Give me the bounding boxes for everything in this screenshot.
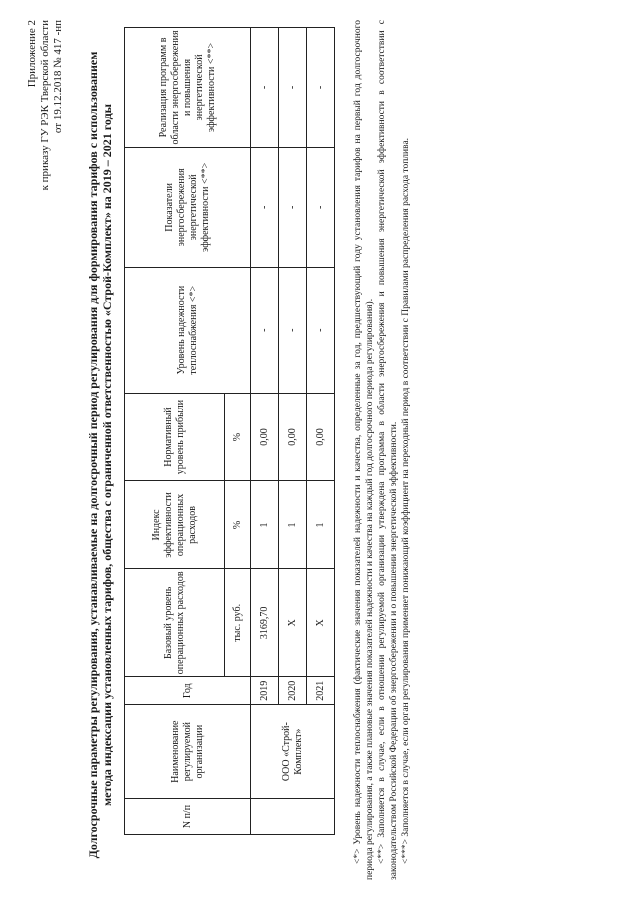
cell-profit: 0,00 [279,393,307,481]
header-num: N п/п [125,799,251,835]
header-base: Базовый уровень операционных расходов [125,569,225,677]
unit-profit: % [225,393,251,481]
header-org: Наименование регулируемой организации [125,705,251,799]
footnote: <***> Заполняется в случае, если орган регулирования применяет понижающий коэффициент на переходный период в соответствии с Правилами распределения расхода топлива. [401,137,411,864]
cell-org: ООО «Строй-Комплект» [251,705,335,799]
cell-program: - [307,28,335,148]
appendix-line: к приказу ГУ РЭК Тверской области [39,20,51,191]
header-energy: Показатели энергосбережения энергетической эффективности <**> [125,147,251,267]
cell-year: 2019 [251,677,279,705]
header-index: Индекс эффективности операционных расходов [125,481,225,569]
header-program: Реализация программ в области энергосбережения и повышения энергетической эффективности <**> [125,28,251,148]
cell-year: 2020 [279,677,307,705]
title-line: метода индексации установленных тарифов, общества с ограниченной ответственностью «Строй-Комплект» на 2019 – 2021 годы [100,103,114,807]
document-title [86,35,114,875]
appendix-line: Приложение 2 [26,20,38,88]
cell-profit: 0,00 [307,393,335,481]
cell-base: 3169,70 [251,569,279,677]
cell-energy: - [279,147,307,267]
appendix-block [26,20,65,320]
cell-reliability: - [251,267,279,393]
cell-reliability: - [307,267,335,393]
cell-index: 1 [279,481,307,569]
cell-index: 1 [251,481,279,569]
appendix-line: от 19.12.2018 № 417 -нп [52,20,64,134]
title-line: Долгосрочные параметры регулирования, устанавливаемые на долгосрочный период регулирования для формирования тарифов с использованием [86,51,100,859]
cell-profit: 0,00 [251,393,279,481]
table-row [251,28,279,835]
unit-base: тыс. руб. [225,569,251,677]
cell-num [251,799,335,835]
footnotes [352,20,412,880]
cell-energy: - [251,147,279,267]
cell-index: 1 [307,481,335,569]
cell-energy: - [307,147,335,267]
cell-program: - [279,28,307,148]
cell-program: - [251,28,279,148]
footnote: <**> Заполняется в случае, если в отношении регулируемой организации утверждена программа в области энергосбережения и повышения энергетической эффективности в соответствии с законодательством Российской Федерации об энергосбережении и о повышении энергетической эффективности. [377,20,399,880]
cell-reliability: - [279,267,307,393]
cell-base: Х [279,569,307,677]
cell-base: Х [307,569,335,677]
footnote: <*> Уровень надежности теплоснабжения (фактические значения показателей надежности и качества, определенные за год, предшествующий году установления тарифов на первый год долгосрочного периода регулирования, а также плановые значения показателей надежности и качества на каждый год долгосрочного периода регулирования). [353,20,375,880]
header-reliability: Уровень надежности теплоснабжения <*> [125,267,251,393]
header-profit: Нормативный уровень прибыли [125,393,225,481]
header-row [125,28,225,835]
parameters-table [124,27,335,835]
header-year: Год [125,677,251,705]
unit-index: % [225,481,251,569]
cell-year: 2021 [307,677,335,705]
